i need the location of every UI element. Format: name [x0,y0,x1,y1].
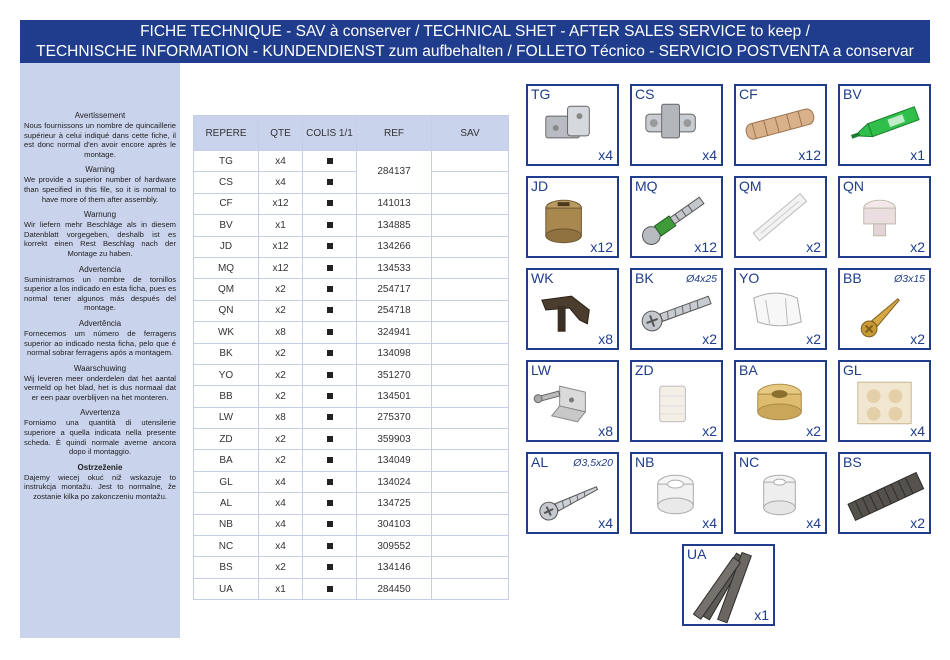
cell-qte: x2 [259,386,303,407]
cell-repere: BB [194,386,259,407]
notice-block [20,111,180,159]
part-code: CS [635,86,655,102]
square-bullet-icon [327,307,333,313]
cell-repere: WK [194,322,259,343]
notice-text: Wir liefern mehr Beschläge als in diesem Datenblatt vorgegeben, deshalb ist es korrekt einen Rest Beschlag nach der Montage zu haben. [24,220,176,258]
notice-block [20,408,180,456]
notice-block [20,364,180,403]
part-code: QM [739,178,762,194]
cell-sav [432,343,509,364]
part-quantity: x8 [598,423,613,439]
table-row [194,364,509,385]
notice-title: Warnung [83,210,117,220]
square-bullet-icon [327,521,333,527]
cell-sav [432,536,509,557]
square-bullet-icon [327,222,333,228]
part-card-bb [838,268,931,350]
table-row [194,215,509,236]
square-bullet-icon [327,414,333,420]
cell-qte: x1 [259,215,303,236]
cell-colis [303,236,357,257]
cell-colis [303,471,357,492]
cell-repere: BA [194,450,259,471]
table-header-row [194,116,509,151]
part-dimension: Ø3x15 [894,273,925,285]
cell-sav [432,172,509,193]
cell-colis [303,364,357,385]
cell-sav [432,429,509,450]
cell-colis [303,300,357,321]
part-code: WK [531,270,554,286]
notice-text: Dajemy wiecej okuć niž wskazuje to instrukcja montažu. Jest to normalne, že zostanie kilka po zakonczeniu montažu. [24,472,176,502]
table-row [194,450,509,471]
part-card-al [526,452,619,534]
header-qte: QTE [259,116,303,151]
cell-ref: 309552 [357,536,432,557]
part-code: AL [531,454,549,470]
cell-ref: 134146 [357,557,432,578]
cell-repere: AL [194,493,259,514]
part-quantity: x2 [910,331,925,347]
table-row [194,279,509,300]
part-quantity: x4 [910,423,925,439]
cell-sav [432,279,509,300]
notice-text: Nous fournissons un nombre de quincaillerie supérieur à celui indiqué dans cette fiche, il est donc normal d'en avoir encore après le montage. [24,121,176,159]
cell-repere: MQ [194,257,259,278]
cell-colis [303,407,357,428]
part-code: BK [635,270,654,286]
cell-qte: x4 [259,514,303,535]
notice-text: Suministramos un nombre de tornillos superior a los indicado en esta ficha, pues es normal tener algunos más después del montage. [24,274,176,313]
cell-repere: LW [194,407,259,428]
cell-sav [432,557,509,578]
square-bullet-icon [327,179,333,185]
cell-colis [303,536,357,557]
cell-qte: x12 [259,193,303,214]
notice-sidebar [20,63,180,638]
cell-colis [303,279,357,300]
square-bullet-icon [327,586,333,592]
header-line-1: FICHE TECHNIQUE - SAV à conserver / TECHNICAL SHET - AFTER SALES SERVICE to keep / [140,23,810,40]
part-quantity: x4 [702,147,717,163]
square-bullet-icon [327,436,333,442]
cell-qte: x2 [259,429,303,450]
part-code: YO [739,270,760,286]
cell-repere: GL [194,471,259,492]
notice-block [20,265,180,313]
cell-repere: JD [194,236,259,257]
cell-sav [432,257,509,278]
part-code: MQ [635,178,658,194]
cell-ref: 134725 [357,493,432,514]
notice-text: We provide a superior number of hardware than specified in this file, so it is normal to have more of them after assembly. [24,175,176,204]
cell-colis [303,193,357,214]
cell-colis [303,493,357,514]
table-row [194,300,509,321]
cell-colis [303,322,357,343]
cell-repere: CS [194,172,259,193]
cell-ref: 134533 [357,257,432,278]
part-card-jd [526,176,619,258]
part-code: BA [739,362,758,378]
part-card-qm [734,176,827,258]
cell-sav [432,236,509,257]
part-card-yo [734,268,827,350]
header-ref: REF [357,116,432,151]
cell-qte: x8 [259,407,303,428]
table-row [194,536,509,557]
notice-title: Avvertenza [80,408,120,418]
part-quantity: x4 [806,515,821,531]
part-card-nc [734,452,827,534]
part-code: LW [531,362,551,378]
cell-colis [303,172,357,193]
cell-ref: 284137 [357,151,432,194]
header-sav: SAV [432,116,509,151]
notice-block [20,463,180,502]
part-code: BS [843,454,862,470]
cell-sav [432,151,509,172]
cell-colis [303,343,357,364]
cell-repere: CF [194,193,259,214]
part-card-cs [630,84,723,166]
table-row [194,151,509,172]
cell-qte: x2 [259,557,303,578]
cell-repere: NB [194,514,259,535]
square-bullet-icon [327,543,333,549]
part-quantity: x4 [598,147,613,163]
cell-qte: x2 [259,364,303,385]
notice-title: Advertencia [78,264,122,274]
table-row [194,557,509,578]
cell-ref: 359903 [357,429,432,450]
notice-block [20,319,180,358]
cell-sav [432,193,509,214]
cell-qte: x2 [259,343,303,364]
square-bullet-icon [327,286,333,292]
part-card-tg [526,84,619,166]
square-bullet-icon [327,329,333,335]
square-bullet-icon [327,500,333,506]
cell-qte: x1 [259,578,303,599]
cell-colis [303,151,357,172]
part-quantity: x4 [598,515,613,531]
part-code: QN [843,178,864,194]
part-code: GL [843,362,862,378]
cell-repere: TG [194,151,259,172]
cell-qte: x12 [259,257,303,278]
cell-repere: BV [194,215,259,236]
cell-repere: YO [194,364,259,385]
notice-text: Fornecemos um número de ferragens superior ao indicado nesta ficha, pelo que é normal sobrar ferragens após a montagem. [24,328,176,358]
cell-colis [303,429,357,450]
cell-repere: ZD [194,429,259,450]
cell-qte: x4 [259,151,303,172]
table-row [194,257,509,278]
header-line-2: TECHNISCHE INFORMATION - KUNDENDIENST zum aufbehalten / FOLLETO Técnico - SERVICIO POSTVENTA a conservar [36,43,914,60]
cell-ref: 254718 [357,300,432,321]
cell-colis [303,514,357,535]
part-quantity: x12 [798,147,821,163]
part-quantity: x2 [806,331,821,347]
part-card-zd [630,360,723,442]
cell-ref: 275370 [357,407,432,428]
part-quantity: x2 [910,239,925,255]
cell-ref: 134501 [357,386,432,407]
part-card-wk [526,268,619,350]
cell-qte: x8 [259,322,303,343]
part-code: BV [843,86,862,102]
header-repere: REPERE [194,116,259,151]
part-card-mq [630,176,723,258]
cell-colis [303,557,357,578]
part-code: JD [531,178,549,194]
square-bullet-icon [327,479,333,485]
cell-ref: 134885 [357,215,432,236]
part-code: NB [635,454,655,470]
part-card-ua [682,544,775,626]
cell-sav [432,322,509,343]
cell-ref: 134024 [357,471,432,492]
page-header [20,20,930,63]
part-quantity: x2 [702,331,717,347]
part-quantity: x12 [590,239,613,255]
square-bullet-icon [327,372,333,378]
cell-colis [303,578,357,599]
table-row [194,343,509,364]
cell-sav [432,386,509,407]
cell-ref: 134098 [357,343,432,364]
table-row [194,514,509,535]
cell-qte: x4 [259,536,303,557]
part-card-lw [526,360,619,442]
cell-colis [303,257,357,278]
cell-qte: x4 [259,172,303,193]
table-row [194,193,509,214]
notice-block [20,165,180,204]
part-code: CF [739,86,758,102]
cell-colis [303,386,357,407]
notice-title: Advertência [78,318,122,328]
notice-title: Waarschuwing [73,363,127,373]
cell-colis [303,450,357,471]
part-quantity: x2 [806,239,821,255]
cell-qte: x4 [259,471,303,492]
cell-sav [432,215,509,236]
table-row [194,493,509,514]
cell-qte: x12 [259,236,303,257]
part-card-cf [734,84,827,166]
part-card-bv [838,84,931,166]
square-bullet-icon [327,393,333,399]
cell-sav [432,407,509,428]
cell-ref: 141013 [357,193,432,214]
square-bullet-icon [327,457,333,463]
notice-title: Avertissement [74,111,126,120]
part-quantity: x12 [694,239,717,255]
table-row [194,236,509,257]
notice-title: Warning [85,165,115,175]
cell-colis [303,215,357,236]
table-row [194,471,509,492]
part-dimension: Ø3,5x20 [573,457,613,469]
cell-ref: 254717 [357,279,432,300]
cell-repere: QN [194,300,259,321]
table-row [194,322,509,343]
part-card-bk [630,268,723,350]
cell-repere: QM [194,279,259,300]
part-code: BB [843,270,862,286]
part-code: TG [531,86,551,102]
part-quantity: x1 [910,147,925,163]
square-bullet-icon [327,564,333,570]
square-bullet-icon [327,265,333,271]
cell-repere: UA [194,578,259,599]
part-quantity: x4 [702,515,717,531]
notice-title: Ostrzeženie [77,462,123,472]
cell-sav [432,578,509,599]
cell-sav [432,364,509,385]
cell-qte: x2 [259,450,303,471]
part-card-qn [838,176,931,258]
table-row [194,578,509,599]
cell-sav [432,450,509,471]
part-quantity: x1 [754,607,769,623]
table-row [194,386,509,407]
cell-sav [432,471,509,492]
part-card-bs [838,452,931,534]
part-dimension: Ø4x25 [686,273,717,285]
parts-table [193,115,509,600]
cell-ref: 351270 [357,364,432,385]
cell-ref: 304103 [357,514,432,535]
part-quantity: x2 [806,423,821,439]
part-card-ba [734,360,827,442]
part-card-gl [838,360,931,442]
cell-ref: 134049 [357,450,432,471]
cell-sav [432,493,509,514]
table-row [194,407,509,428]
table-row [194,429,509,450]
part-quantity: x8 [598,331,613,347]
notice-text: Wij leveren meer onderdelen dat het aantal vermeld op het blad, het is dus normaal dat er een paar overblijven na het monteren. [24,373,176,402]
part-quantity: x2 [702,423,717,439]
cell-repere: BS [194,557,259,578]
notice-block [20,210,180,258]
cell-ref: 324941 [357,322,432,343]
header-colis: COLIS 1/1 [303,116,357,151]
part-code: ZD [635,362,654,378]
cell-repere: NC [194,536,259,557]
cell-ref: 134266 [357,236,432,257]
square-bullet-icon [327,200,333,206]
cell-sav [432,514,509,535]
square-bullet-icon [327,243,333,249]
cell-ref: 284450 [357,578,432,599]
part-code: UA [687,546,707,562]
square-bullet-icon [327,158,333,164]
notice-text: Forniamo una quantità di utensilerie superiore a quella indicata nella presente scheda. È quindi normale averne ancora dopo il montaggio. [24,418,176,457]
cell-qte: x2 [259,279,303,300]
part-code: NC [739,454,760,470]
part-card-nb [630,452,723,534]
square-bullet-icon [327,350,333,356]
cell-qte: x4 [259,493,303,514]
part-quantity: x2 [910,515,925,531]
cell-repere: BK [194,343,259,364]
cell-sav [432,300,509,321]
table-row [194,172,509,193]
cell-qte: x2 [259,300,303,321]
